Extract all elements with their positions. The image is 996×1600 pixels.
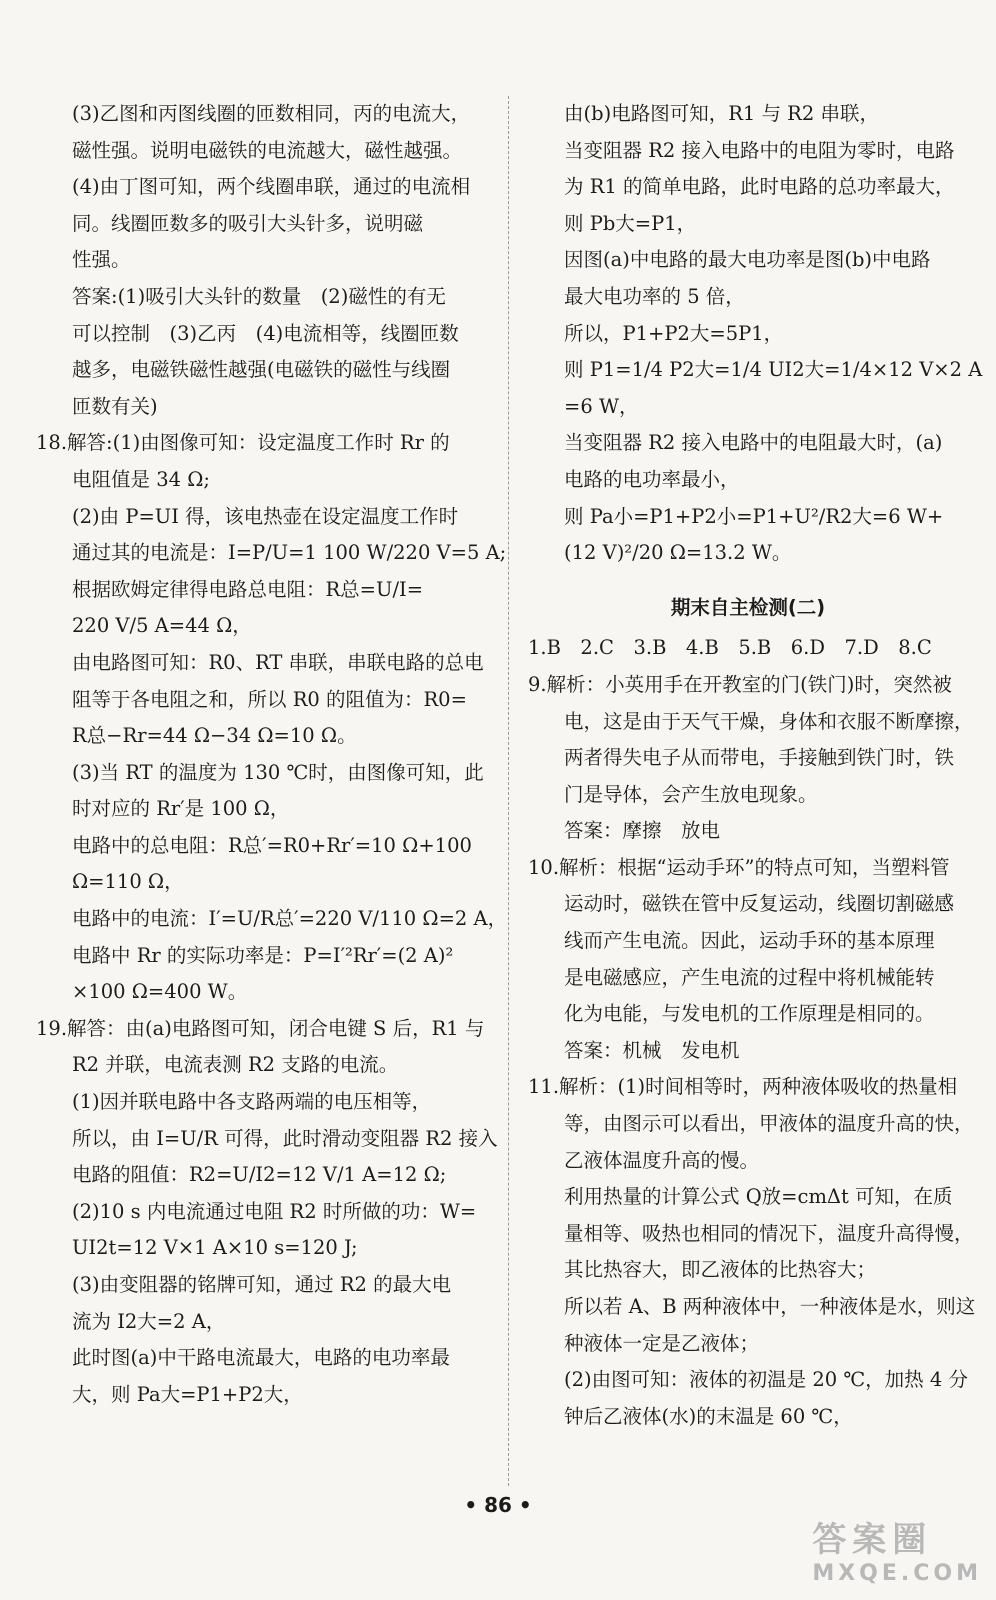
text-line: 所以若 A、B 两种液体中，一种液体是水，则这: [564, 1295, 976, 1318]
text-line: 钟后乙液体(水)的末温是 60 ℃，: [564, 1404, 853, 1428]
text-line: (1)因并联电路中各支路两端的电压相等，: [72, 1090, 432, 1114]
text-line: 化为电能，与发电机的工作原理是相同的。: [564, 1002, 935, 1026]
text-line: 电路中的总电阻：R总′=R0+Rr′=10 Ω+100: [72, 833, 472, 857]
text-line: 9.解析：小英用手在开教室的门(铁门)时，突然被: [528, 672, 952, 696]
text-line: (3)乙图和丙图线圈的匝数相同，丙的电流大，: [72, 102, 471, 125]
left-column: [36, 96, 508, 1413]
text-line: (2)由图可知：液体的初温是 20 ℃，加热 4 分: [564, 1368, 968, 1392]
text-line: 由电路图可知：R0、RT 串联，串联电路的总电: [72, 650, 484, 674]
text-line: 可以控制 (3)乙丙 (4)电流相等，线圈匝数: [72, 321, 459, 345]
text-line: 匝数有关): [72, 394, 158, 418]
text-line: (3)由变阻器的铭牌可知，通过 R2 的最大电: [72, 1273, 452, 1296]
text-line: 电路中 Rr 的实际功率是：P=I′²Rr′=(2 A)²: [72, 943, 454, 967]
text-line: 由(b)电路图可知，R1 与 R2 串联，: [564, 102, 879, 125]
text-line: 性强。: [72, 248, 131, 272]
text-line: 220 V/5 A=44 Ω，: [72, 614, 252, 638]
text-line: ×100 Ω=400 W。: [72, 980, 248, 1004]
text-line: (12 V)²/20 Ω=13.2 W。: [564, 541, 792, 565]
text-line: 答案:(1)吸引大头针的数量 (2)磁性的有无: [72, 284, 446, 308]
text-line: (2)由 P=UI 得，该电热壶在设定温度工作时: [72, 504, 459, 528]
text-line: R总−Rr=44 Ω−34 Ω=10 Ω。: [72, 724, 357, 748]
right-column: [528, 96, 983, 1435]
right-column-bottom: [528, 630, 976, 1435]
watermark-logo: [812, 1512, 982, 1586]
text-line: 运动时，磁铁在管中反复运动，线圈切割磁感: [564, 892, 955, 916]
text-line: 量相等、吸热也相同的情况下，温度升高得慢，: [564, 1221, 974, 1245]
text-line: 线而产生电流。因此，运动手环的基本原理: [564, 929, 935, 953]
text-line: 其比热容大，即乙液体的比热容大；: [564, 1258, 877, 1282]
text-line: 19.解答：由(a)电路图可知，闭合电键 S 后，R1 与: [36, 1016, 485, 1040]
text-line: 此时图(a)中干路电流最大，电路的电功率最: [72, 1346, 450, 1370]
text-line: (2)10 s 内电流通过电阻 R2 时所做的功：W=: [72, 1199, 477, 1223]
watermark-bottom: MXQE.COM: [812, 1561, 982, 1586]
text-line: 同。线圈匝数多的吸引大头针多，说明磁: [72, 211, 424, 235]
text-line: 两者得失电子从而带电，手接触到铁门时，铁: [564, 746, 955, 770]
text-line: 等，由图示可以看出，甲液体的温度升高的快，: [564, 1112, 974, 1136]
text-line: 时对应的 Rr′是 100 Ω，: [72, 797, 290, 821]
text-line: 则 Pb大=P1，: [564, 211, 697, 235]
text-line: UI2t=12 V×1 A×10 s=120 J;: [72, 1236, 358, 1260]
text-line: 利用热量的计算公式 Q放=cmΔt 可知，在质: [564, 1185, 953, 1209]
right-column-top: [528, 96, 983, 572]
section-heading: 期末自主检测(二): [670, 595, 826, 619]
text-line: 电路的阻值：R2=U/I2=12 V/1 A=12 Ω;: [72, 1163, 447, 1187]
text-line: 流为 I2大=2 A，: [72, 1309, 226, 1333]
column-divider: [508, 96, 509, 1486]
text-line: 是电磁感应，产生电流的过程中将机械能转: [564, 965, 935, 989]
text-line: 电路的电功率最小，: [564, 467, 740, 491]
text-line: 乙液体温度升高的慢。: [564, 1148, 760, 1172]
text-line: (4)由丁图可知，两个线圈串联，通过的电流相: [72, 175, 471, 199]
text-line: 答案：摩擦 放电: [564, 819, 721, 843]
page-number: • 86 •: [464, 1493, 532, 1517]
text-line: 最大电功率的 5 倍，: [564, 284, 745, 308]
text-line: 电，这是由于天气干燥，身体和衣服不断摩擦，: [564, 709, 974, 733]
text-line: 根据欧姆定律得电路总电阻：R总=U/I=: [72, 577, 424, 601]
text-line: 当变阻器 R2 接入电路中的电阻最大时，(a): [564, 431, 943, 455]
text-line: 11.解析：(1)时间相等时，两种液体吸收的热量相: [528, 1075, 958, 1099]
text-line: 则 P1=1/4 P2大=1/4 UI2大=1/4×12 V×2 A: [564, 358, 983, 382]
text-line: 10.解析：根据“运动手环”的特点可知，当塑料管: [528, 855, 950, 879]
text-line: 越多，电磁铁磁性越强(电磁铁的磁性与线圈: [72, 358, 451, 382]
text-line: (3)当 RT 的温度为 130 ℃时，由图像可知，此: [72, 760, 484, 784]
text-line: 则 Pa小=P1+P2小=P1+U²/R2大=6 W+: [564, 504, 944, 528]
text-line: 18.解答:(1)由图像可知：设定温度工作时 Rr 的: [36, 431, 450, 455]
text-line: 大，则 Pa大=P1+P2大，: [72, 1382, 303, 1406]
text-line: Ω=110 Ω，: [72, 870, 184, 894]
text-line: 当变阻器 R2 接入电路中的电阻为零时，电路: [564, 138, 955, 162]
text-line: 磁性强。说明电磁铁的电流越大，磁性越强。: [72, 138, 463, 162]
text-line: 因图(a)中电路的最大电功率是图(b)中电路: [564, 248, 931, 272]
text-line: 通过其的电流是：I=P/U=1 100 W/220 V=5 A;: [72, 541, 507, 565]
text-line: 电路中的电流：I′=U/R总′=220 V/110 Ω=2 A，: [72, 907, 508, 931]
text-line: 种液体一定是乙液体；: [564, 1331, 760, 1355]
text-line: 1.B 2.C 3.B 4.B 5.B 6.D 7.D 8.C: [528, 636, 932, 660]
text-line: R2 并联，电流表测 R2 支路的电流。: [72, 1053, 399, 1077]
text-line: 为 R1 的简单电路，此时电路的总功率最大，: [564, 175, 955, 199]
text-line: 所以，P1+P2大=5P1，: [564, 321, 784, 345]
text-line: 答案：机械 发电机: [564, 1038, 740, 1062]
text-line: 电阻值是 34 Ω;: [72, 467, 210, 491]
text-line: 所以，由 I=U/R 可得，此时滑动变阻器 R2 接入: [72, 1126, 498, 1150]
watermark-top: 答案圈: [812, 1520, 933, 1560]
text-line: =6 W，: [564, 394, 639, 418]
text-line: 阻等于各电阻之和，所以 R0 的阻值为：R0=: [72, 687, 467, 711]
text-line: 门是导体，会产生放电现象。: [564, 782, 818, 806]
